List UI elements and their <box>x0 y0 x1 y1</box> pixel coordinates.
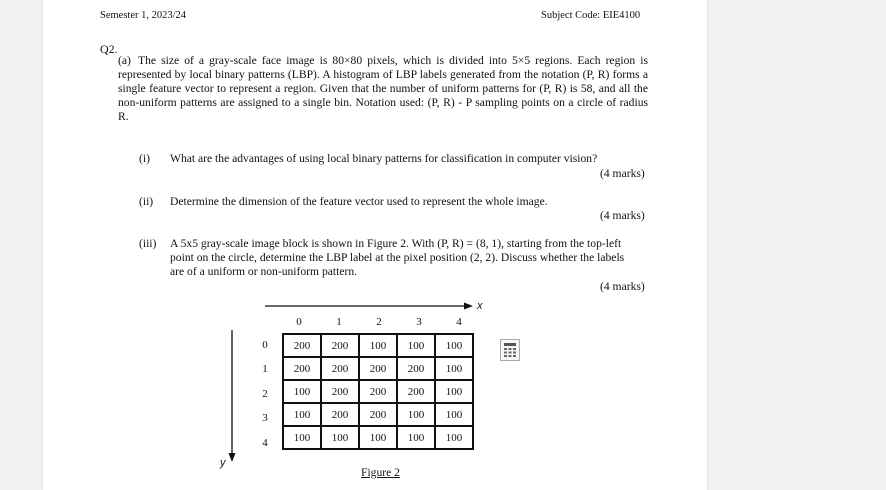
row-label-1: 1 <box>262 363 268 375</box>
table-cell: 100 <box>397 426 435 449</box>
table-row <box>283 426 473 449</box>
row-label-0: 0 <box>262 339 268 351</box>
row-label-4: 4 <box>262 437 268 449</box>
x-axis-label: x <box>477 300 483 312</box>
pixel-grid-table <box>282 333 474 450</box>
part-a-label: (a) <box>118 54 131 67</box>
table-tools-icon[interactable] <box>500 339 520 361</box>
table-cell: 200 <box>321 403 359 426</box>
table-cell: 200 <box>283 357 321 380</box>
question-number: Q2. <box>100 42 118 56</box>
subquestion-i-label: (i) <box>139 152 150 165</box>
row-label-3: 3 <box>262 412 268 424</box>
subquestion-iii-line-1: A 5x5 gray-scale image block is shown in Figure 2. With (P, R) = (8, 1), starting from the top-left <box>170 237 622 250</box>
table-cell: 200 <box>359 357 397 380</box>
column-label-1: 1 <box>336 316 342 328</box>
table-tools-icon-graphic <box>501 340 519 360</box>
column-label-2: 2 <box>376 316 382 328</box>
table-cell: 200 <box>359 380 397 403</box>
y-axis-arrowhead <box>229 453 236 462</box>
subquestion-ii-marks: (4 marks) <box>600 209 645 222</box>
table-cell: 200 <box>283 334 321 357</box>
y-axis-label: y <box>220 457 226 469</box>
subquestion-ii-text: Determine the dimension of the feature vector used to represent the whole image. <box>170 195 548 208</box>
subquestion-ii-label: (ii) <box>139 195 154 208</box>
table-cell: 100 <box>397 403 435 426</box>
semester-header: Semester 1, 2023/24 <box>100 10 187 21</box>
column-label-3: 3 <box>416 316 422 328</box>
row-label-2: 2 <box>262 388 268 400</box>
subquestion-i-marks: (4 marks) <box>600 167 645 180</box>
table-cell: 200 <box>359 403 397 426</box>
x-axis-arrowhead <box>464 303 473 310</box>
column-label-4: 4 <box>456 316 462 328</box>
table-cell: 100 <box>359 334 397 357</box>
subquestion-iii-label: (iii) <box>139 237 157 250</box>
subject-code-header: Subject Code: EIE4100 <box>541 10 641 21</box>
table-cell: 100 <box>283 403 321 426</box>
table-cell: 200 <box>321 334 359 357</box>
table-cell: 200 <box>397 380 435 403</box>
subquestion-iii-line-2: point on the circle, determine the LBP label at the pixel position (2, 2). Discuss whether the labels <box>170 251 625 265</box>
document-page <box>43 0 707 490</box>
subquestion-i-text: What are the advantages of using local binary patterns for classification in computer vision? <box>170 152 598 165</box>
table-cell: 100 <box>397 334 435 357</box>
column-label-0: 0 <box>296 316 302 328</box>
table-cell: 200 <box>321 380 359 403</box>
table-cell: 100 <box>435 357 473 380</box>
table-row <box>283 357 473 380</box>
table-cell: 200 <box>321 357 359 380</box>
table-cell: 200 <box>397 357 435 380</box>
table-cell: 100 <box>435 380 473 403</box>
table-row <box>283 380 473 403</box>
table-cell: 100 <box>435 334 473 357</box>
table-cell: 100 <box>435 426 473 449</box>
table-cell: 100 <box>321 426 359 449</box>
subquestion-iii-line-3: are of a uniform or non-uniform pattern. <box>170 265 358 279</box>
table-cell: 100 <box>283 426 321 449</box>
table-cell: 100 <box>435 403 473 426</box>
table-cell: 100 <box>283 380 321 403</box>
figure-2 <box>43 0 707 490</box>
table-row <box>283 334 473 357</box>
table-cell: 100 <box>359 426 397 449</box>
subquestion-iii-marks: (4 marks) <box>600 280 645 293</box>
part-a-text: The size of a gray-scale face image is 80×80 pixels, which is divided into 5×5 regions. Each region is represented by local binary patterns (LBP). A histogram of LBP labels generated from the notation (P, R) forms a single feature vector to represent a region. Given that the number of uniform patterns for (P, R) is 58, and all the non-uniform patterns are assigned to a single bin. Notation used: (P, R) - P sampling points on a circle of radius R. <box>118 54 648 124</box>
figure-caption: Figure 2 <box>361 466 400 479</box>
table-row <box>283 403 473 426</box>
